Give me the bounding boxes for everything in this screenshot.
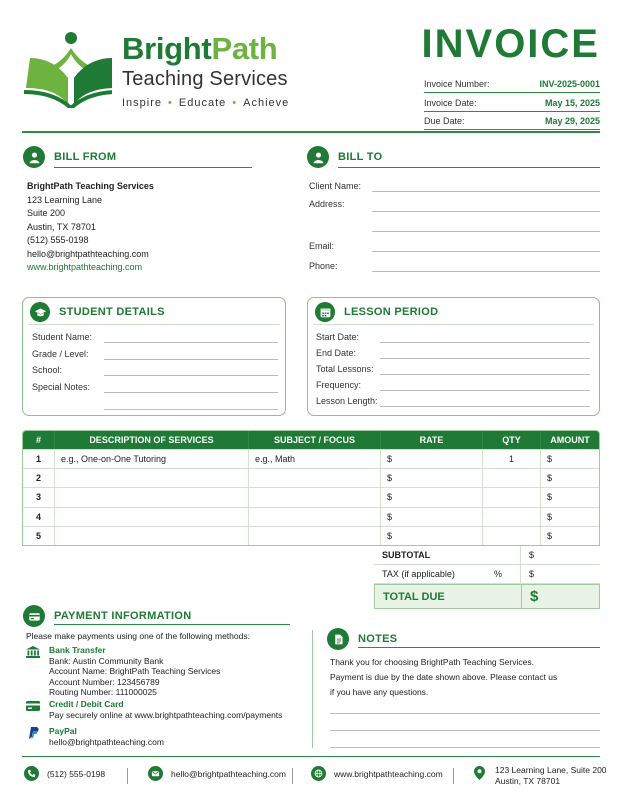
rate-cell[interactable]: $ <box>381 508 483 526</box>
footer-separator <box>127 768 128 784</box>
start-date-label: Start Date: <box>316 332 360 342</box>
grade-level-label: Grade / Level: <box>32 349 89 359</box>
lesson-length-label: Lesson Length: <box>316 396 378 406</box>
wallet-icon <box>23 605 45 627</box>
email-icon <box>148 766 163 781</box>
rate-cell[interactable]: $ <box>381 488 483 506</box>
table-row: 1 e.g., One-on-One Tutoring e.g., Math $ 1 $ <box>23 449 599 468</box>
company-phone: (512) 555-0198 <box>27 235 89 245</box>
qty-cell[interactable]: 1 <box>483 450 541 468</box>
due-date: May 29, 2025 <box>544 116 600 126</box>
note-icon <box>327 628 349 650</box>
frequency-field[interactable] <box>380 390 590 391</box>
tax-percent[interactable]: % <box>494 569 503 579</box>
student-name-field[interactable] <box>104 342 278 343</box>
phone-icon <box>24 766 39 781</box>
email-field[interactable] <box>372 251 600 252</box>
bill-to-underline <box>338 167 600 168</box>
amount-cell[interactable]: $ <box>547 454 553 465</box>
address-line: Suite 200 <box>27 208 66 218</box>
footer-separator <box>292 768 293 784</box>
amount-cell[interactable]: $ <box>547 511 553 522</box>
col-header: RATE <box>381 431 483 449</box>
payment-link[interactable]: Pay securely online at www.brightpathteaching.com/payments <box>49 709 283 720</box>
total-lessons-label: Total Lessons: <box>316 364 374 374</box>
bill-to-heading: BILL TO <box>307 146 382 168</box>
address-field[interactable] <box>372 231 600 232</box>
rate-cell[interactable]: $ <box>381 450 483 468</box>
subtotal-row: SUBTOTAL $ <box>374 546 600 565</box>
section-divider <box>312 630 313 748</box>
lesson-period-heading: LESSON PERIOD <box>315 302 438 322</box>
subject-cell[interactable] <box>249 508 381 526</box>
grade-level-field[interactable] <box>104 359 278 360</box>
invoice-date: May 15, 2025 <box>544 97 600 108</box>
address-field[interactable] <box>372 211 600 212</box>
qty-cell[interactable] <box>483 527 541 545</box>
description-cell[interactable]: e.g., One-on-One Tutoring <box>55 450 249 468</box>
person-icon <box>307 146 329 168</box>
subject-cell[interactable] <box>249 488 381 506</box>
qty-cell[interactable] <box>483 508 541 526</box>
table-row: 2 $ $ <box>23 468 599 487</box>
globe-icon <box>311 766 326 781</box>
table-header <box>23 431 599 449</box>
totals-block <box>374 546 600 609</box>
person-icon <box>23 146 45 168</box>
graduation-cap-icon <box>30 302 50 322</box>
company-website[interactable]: www.brightpathteaching.com <box>27 262 143 272</box>
notes-line[interactable] <box>330 713 600 714</box>
bank-icon <box>26 646 40 658</box>
phone-label: Phone: <box>309 261 338 271</box>
address-line: 123 Learning Lane <box>27 194 103 205</box>
lesson-length-field[interactable] <box>380 406 590 407</box>
col-header: DESCRIPTION OF SERVICES <box>55 431 249 449</box>
invoice-title: INVOICE <box>421 22 600 66</box>
bill-from-details <box>27 180 154 275</box>
col-header: SUBJECT / FOCUS <box>249 431 381 449</box>
payment-underline <box>54 624 290 625</box>
total-due-row: TOTAL DUE $ <box>374 584 600 609</box>
invoice-date-label: Invoice Date: <box>424 97 477 108</box>
special-notes-field[interactable] <box>104 409 278 410</box>
description-cell[interactable] <box>55 469 249 487</box>
rate-cell[interactable]: $ <box>381 469 483 487</box>
invoice-number-label: Invoice Number: <box>424 79 490 89</box>
start-date-field[interactable] <box>380 342 590 343</box>
credit-card-icon <box>26 700 40 712</box>
table-row: 4 $ $ <box>23 507 599 526</box>
header-divider <box>22 131 600 133</box>
subject-cell[interactable] <box>249 527 381 545</box>
brand-tagline: Inspire • Educate • Achieve <box>122 97 290 109</box>
special-notes-label: Special Notes: <box>32 382 91 392</box>
col-header: # <box>23 431 55 449</box>
student-name-label: Student Name: <box>32 332 93 342</box>
col-header: AMOUNT <box>550 435 590 445</box>
notes-heading: NOTES <box>327 628 397 650</box>
total-due-value[interactable]: $ <box>521 585 599 608</box>
tax-row: TAX (if applicable) % $ <box>374 565 600 584</box>
due-date-label: Due Date: <box>424 116 465 126</box>
amount-cell[interactable]: $ <box>547 492 553 503</box>
qty-cell[interactable] <box>483 488 541 506</box>
address-line: Austin, TX 78701 <box>27 221 96 232</box>
student-details-heading: STUDENT DETAILS <box>30 302 165 322</box>
bill-from-underline <box>54 167 252 168</box>
company-email: hello@brightpathteaching.com <box>27 248 149 259</box>
end-date-label: End Date: <box>316 348 357 358</box>
notes-line[interactable] <box>330 747 600 748</box>
location-pin-icon <box>474 766 485 780</box>
tax-value[interactable]: $ <box>520 565 600 583</box>
description-cell[interactable] <box>55 488 249 506</box>
client-name-field[interactable] <box>372 191 600 192</box>
amount-cell[interactable]: $ <box>547 473 553 484</box>
school-label: School: <box>32 365 63 375</box>
footer-separator <box>453 768 454 784</box>
col-header: QTY <box>483 431 541 449</box>
notes-underline <box>358 647 600 648</box>
subject-cell[interactable] <box>249 469 381 487</box>
footer-divider <box>22 756 600 757</box>
notes-text: Thank you for choosing BrightPath Teaching Services. Payment is due by the date shown above. Please contact us if you have any questions. <box>330 657 558 697</box>
qty-cell[interactable] <box>483 469 541 487</box>
email-label: Email: <box>309 241 335 251</box>
bank-transfer-method: Bank Transfer Bank: Austin Community Bank Account Name: BrightPath Teaching Services Account Number: 123456789 Routing Number: 111000025 <box>26 645 220 698</box>
client-name-label: Client Name: <box>309 181 362 191</box>
table-row: 3 $ $ <box>23 487 599 506</box>
invoice-number: INV-2025-0001 <box>539 79 600 89</box>
brand-block <box>122 32 289 109</box>
special-notes-field[interactable] <box>104 392 278 393</box>
amount-cell[interactable]: $ <box>547 530 553 541</box>
school-field[interactable] <box>104 375 278 376</box>
subtotal-value[interactable]: $ <box>520 546 600 564</box>
paypal-method: PayPal hello@brightpathteaching.com <box>26 726 164 747</box>
description-cell[interactable] <box>55 527 249 545</box>
end-date-field[interactable] <box>380 358 590 359</box>
subject-cell[interactable]: e.g., Math <box>249 450 381 468</box>
paypal-icon <box>26 727 40 739</box>
calendar-icon <box>315 302 335 322</box>
brand-name: BrightPath <box>122 31 278 66</box>
services-table <box>22 430 600 546</box>
footer-website: www.brightpathteaching.com <box>311 766 443 781</box>
payment-heading: PAYMENT INFORMATION <box>23 605 192 627</box>
address-label: Address: <box>309 199 345 209</box>
student-divider <box>28 324 280 325</box>
frequency-label: Frequency: <box>316 380 362 390</box>
description-cell[interactable] <box>55 508 249 526</box>
card-method: Credit / Debit Card Pay securely online at www.brightpathteaching.com/payments <box>26 699 282 720</box>
footer-email: hello@brightpathteaching.com <box>148 766 286 781</box>
footer-phone: (512) 555-0198 <box>24 766 105 781</box>
lesson-divider <box>313 324 594 325</box>
rate-cell[interactable]: $ <box>381 527 483 545</box>
brand-logo <box>22 30 112 108</box>
table-row: 5 $ $ <box>23 526 599 545</box>
notes-line[interactable] <box>330 730 600 731</box>
payment-intro: Please make payments using one of the following methods: <box>26 631 250 641</box>
phone-field[interactable] <box>372 271 600 272</box>
footer-address: 123 Learning Lane, Suite 200 Austin, TX 78701 <box>474 765 607 786</box>
bill-from-heading: BILL FROM <box>23 146 116 168</box>
brand-subtitle: Teaching Services <box>122 68 288 90</box>
total-lessons-field[interactable] <box>380 374 590 375</box>
invoice-meta <box>424 76 600 132</box>
company-name: BrightPath Teaching Services <box>27 181 154 191</box>
